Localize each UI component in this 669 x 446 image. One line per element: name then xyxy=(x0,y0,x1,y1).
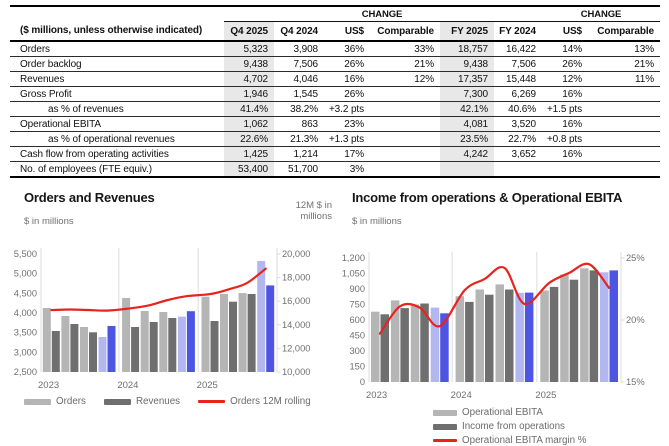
value-cell xyxy=(588,132,660,147)
legend-item xyxy=(433,421,565,432)
value-cell: +3.2 pts xyxy=(324,102,370,117)
value-cell: 7,506 xyxy=(274,57,324,72)
svg-text:0: 0 xyxy=(359,377,365,387)
legend-line-swatch xyxy=(433,439,457,442)
svg-text:2024: 2024 xyxy=(117,380,139,391)
value-cell: 22.6% xyxy=(224,132,274,147)
svg-text:2025: 2025 xyxy=(196,380,218,391)
year-labels xyxy=(38,380,218,391)
value-cell: 42.1% xyxy=(440,102,494,117)
legend-label: Operational EBITA margin % xyxy=(462,435,587,446)
value-cell: 21% xyxy=(370,57,440,72)
svg-text:20%: 20% xyxy=(626,315,645,325)
col-fy-2024: FY 2024 xyxy=(494,22,542,42)
svg-text:20,000: 20,000 xyxy=(282,249,311,259)
col-fy-2025: FY 2025 xyxy=(440,22,494,42)
value-cell: 1,545 xyxy=(274,87,324,102)
left-axis-ticks xyxy=(342,253,365,387)
value-cell: 14% xyxy=(542,41,588,57)
table-row xyxy=(10,41,660,57)
spacer-cell xyxy=(274,6,324,22)
legend-label: Income from operations xyxy=(462,421,565,432)
table-row xyxy=(10,132,660,147)
svg-text:10,000: 10,000 xyxy=(282,367,311,377)
svg-text:2,500: 2,500 xyxy=(13,367,37,377)
right-axis-ticks xyxy=(621,253,645,387)
value-cell xyxy=(494,162,542,178)
value-cell xyxy=(588,87,660,102)
chart-title: Orders and Revenues xyxy=(24,190,155,205)
row-label: Gross Profit xyxy=(10,87,224,102)
value-cell: 36% xyxy=(324,41,370,57)
value-cell: 9,438 xyxy=(224,57,274,72)
value-cell: 13% xyxy=(588,41,660,57)
col-comparable-fy: Comparable xyxy=(588,22,660,42)
value-cell: 1,425 xyxy=(224,147,274,162)
value-cell: 16% xyxy=(542,147,588,162)
table-row xyxy=(10,72,660,87)
value-cell: 7,506 xyxy=(494,57,542,72)
value-cell: 23% xyxy=(324,117,370,132)
orders-revenues-chart xyxy=(13,190,338,407)
value-cell: 22.7% xyxy=(494,132,542,147)
table-row xyxy=(10,57,660,72)
value-cell: +0.8 pts xyxy=(542,132,588,147)
legend-bar-swatch xyxy=(104,399,131,405)
svg-text:300: 300 xyxy=(349,346,365,356)
orders-revenues-legend xyxy=(16,396,338,407)
value-cell: 26% xyxy=(324,57,370,72)
legend-bar-swatch xyxy=(24,399,51,405)
value-cell: 1,062 xyxy=(224,117,274,132)
table-row xyxy=(10,102,660,117)
value-cell: 3,520 xyxy=(494,117,542,132)
value-cell xyxy=(370,132,440,147)
right-axis-unit-label xyxy=(296,200,332,222)
svg-text:4,500: 4,500 xyxy=(13,288,37,299)
col-q4-2025: Q4 2025 xyxy=(224,22,274,42)
value-cell: 4,046 xyxy=(274,72,324,87)
svg-text:5,500: 5,500 xyxy=(13,249,37,259)
value-cell: 16,422 xyxy=(494,41,542,57)
value-cell: 12% xyxy=(370,72,440,87)
change-header-row xyxy=(10,6,660,22)
value-cell: 17% xyxy=(324,147,370,162)
value-cell: 863 xyxy=(274,117,324,132)
value-cell: 1,946 xyxy=(224,87,274,102)
row-label: as % of operational revenues xyxy=(10,132,224,147)
row-label: Revenues xyxy=(10,72,224,87)
svg-text:450: 450 xyxy=(349,330,365,341)
value-cell xyxy=(370,87,440,102)
column-header-row xyxy=(10,22,660,42)
right-axis-unit-line2: millions xyxy=(300,211,332,222)
legend-item xyxy=(104,396,180,407)
value-cell xyxy=(370,117,440,132)
value-cell: 1,214 xyxy=(274,147,324,162)
svg-text:2023: 2023 xyxy=(38,380,60,391)
value-cell: 3,652 xyxy=(494,147,542,162)
spacer-cell xyxy=(224,6,274,22)
col-usd-fy: US$ xyxy=(542,22,588,42)
value-cell: 3% xyxy=(324,162,370,178)
change-header-fy: CHANGE xyxy=(542,6,660,22)
spacer-cell xyxy=(440,6,494,22)
svg-text:750: 750 xyxy=(349,299,365,310)
ebita-chart xyxy=(341,190,666,446)
svg-text:25%: 25% xyxy=(626,253,645,263)
financial-summary-table xyxy=(10,5,660,178)
value-cell xyxy=(370,147,440,162)
value-cell: 4,702 xyxy=(224,72,274,87)
svg-text:16,000: 16,000 xyxy=(282,296,311,307)
value-cell: 26% xyxy=(324,87,370,102)
value-cell: 41.4% xyxy=(224,102,274,117)
value-cell xyxy=(542,162,588,178)
value-cell: 16% xyxy=(542,117,588,132)
value-cell: 53,400 xyxy=(224,162,274,178)
col-usd-q4: US$ xyxy=(324,22,370,42)
row-label: as % of revenues xyxy=(10,102,224,117)
svg-text:2024: 2024 xyxy=(450,390,472,401)
value-cell xyxy=(370,102,440,117)
value-cell: 51,700 xyxy=(274,162,324,178)
table-row xyxy=(10,162,660,178)
ebita-legend xyxy=(344,407,666,446)
value-cell: 11% xyxy=(588,72,660,87)
value-cell: 4,242 xyxy=(440,147,494,162)
svg-text:2025: 2025 xyxy=(535,390,557,401)
legend-bar-swatch xyxy=(433,424,457,430)
value-cell: 17,357 xyxy=(440,72,494,87)
value-cell: 4,081 xyxy=(440,117,494,132)
legend-label: Revenues xyxy=(135,396,181,407)
legend-item xyxy=(433,435,587,446)
svg-text:18,000: 18,000 xyxy=(282,272,311,283)
value-cell: 40.6% xyxy=(494,102,542,117)
svg-text:2023: 2023 xyxy=(366,390,388,401)
legend-item xyxy=(24,396,86,407)
svg-text:15%: 15% xyxy=(626,377,645,387)
value-cell: 26% xyxy=(542,57,588,72)
legend-line-swatch xyxy=(198,400,225,403)
ebita-svg xyxy=(341,242,666,406)
value-cell xyxy=(440,162,494,178)
left-axis-unit-label: $ in millions xyxy=(24,216,74,227)
spacer-cell xyxy=(10,6,224,22)
value-cell: 6,269 xyxy=(494,87,542,102)
change-header-q4: CHANGE xyxy=(324,6,440,22)
legend-item xyxy=(433,407,543,418)
value-cell xyxy=(588,117,660,132)
svg-text:14,000: 14,000 xyxy=(282,319,311,330)
value-cell: 21.3% xyxy=(274,132,324,147)
svg-text:3,000: 3,000 xyxy=(13,347,37,358)
value-cell: 21% xyxy=(588,57,660,72)
svg-text:12,000: 12,000 xyxy=(282,343,311,354)
value-cell: 33% xyxy=(370,41,440,57)
value-cell xyxy=(588,147,660,162)
value-cell: 5,323 xyxy=(224,41,274,57)
row-label: Orders xyxy=(10,41,224,57)
right-axis-unit-line1: 12M $ in xyxy=(295,200,332,211)
table-row xyxy=(10,147,660,162)
value-cell: 15,448 xyxy=(494,72,542,87)
col-q4-2024: Q4 2024 xyxy=(274,22,324,42)
table-row xyxy=(10,87,660,102)
value-cell: 23.5% xyxy=(440,132,494,147)
value-cell: 38.2% xyxy=(274,102,324,117)
legend-bar-swatch xyxy=(433,410,457,416)
svg-text:1,050: 1,050 xyxy=(341,268,365,279)
value-cell: 7,300 xyxy=(440,87,494,102)
svg-text:1,200: 1,200 xyxy=(341,253,365,263)
spacer-cell xyxy=(494,6,542,22)
row-label: Operational EBITA xyxy=(10,117,224,132)
value-cell: 18,757 xyxy=(440,41,494,57)
value-cell: 12% xyxy=(542,72,588,87)
row-label: Order backlog xyxy=(10,57,224,72)
value-cell: 9,438 xyxy=(440,57,494,72)
table-row xyxy=(10,117,660,132)
value-cell: 16% xyxy=(542,87,588,102)
svg-text:900: 900 xyxy=(349,284,365,294)
right-axis-ticks xyxy=(277,249,310,377)
year-labels xyxy=(366,390,556,401)
row-label: Cash flow from operating activities xyxy=(10,147,224,162)
value-cell: +1.3 pts xyxy=(324,132,370,147)
table-body xyxy=(10,41,660,177)
left-axis-ticks xyxy=(14,249,37,377)
svg-text:4,000: 4,000 xyxy=(13,308,37,318)
left-axis-unit-label: $ in millions xyxy=(352,216,402,227)
orders-revenues-svg xyxy=(13,242,338,394)
legend-label: Orders 12M rolling xyxy=(230,396,311,407)
table-note: ($ millions, unless otherwise indicated) xyxy=(10,22,224,42)
row-label: No. of employees (FTE equiv.) xyxy=(10,162,224,178)
legend-label: Operational EBITA xyxy=(462,407,543,418)
svg-text:5,000: 5,000 xyxy=(13,268,37,279)
value-cell xyxy=(588,102,660,117)
legend-label: Orders xyxy=(56,396,86,407)
value-cell: 16% xyxy=(324,72,370,87)
value-cell xyxy=(370,162,440,178)
value-cell: 3,908 xyxy=(274,41,324,57)
chart-title: Income from operations & Operational EBITA xyxy=(352,190,623,205)
value-cell xyxy=(588,162,660,178)
svg-text:3,500: 3,500 xyxy=(13,327,37,338)
svg-text:600: 600 xyxy=(349,315,365,325)
legend-item xyxy=(198,396,311,407)
svg-text:150: 150 xyxy=(349,361,365,372)
value-cell: +1.5 pts xyxy=(542,102,588,117)
col-comparable-q4: Comparable xyxy=(370,22,440,42)
